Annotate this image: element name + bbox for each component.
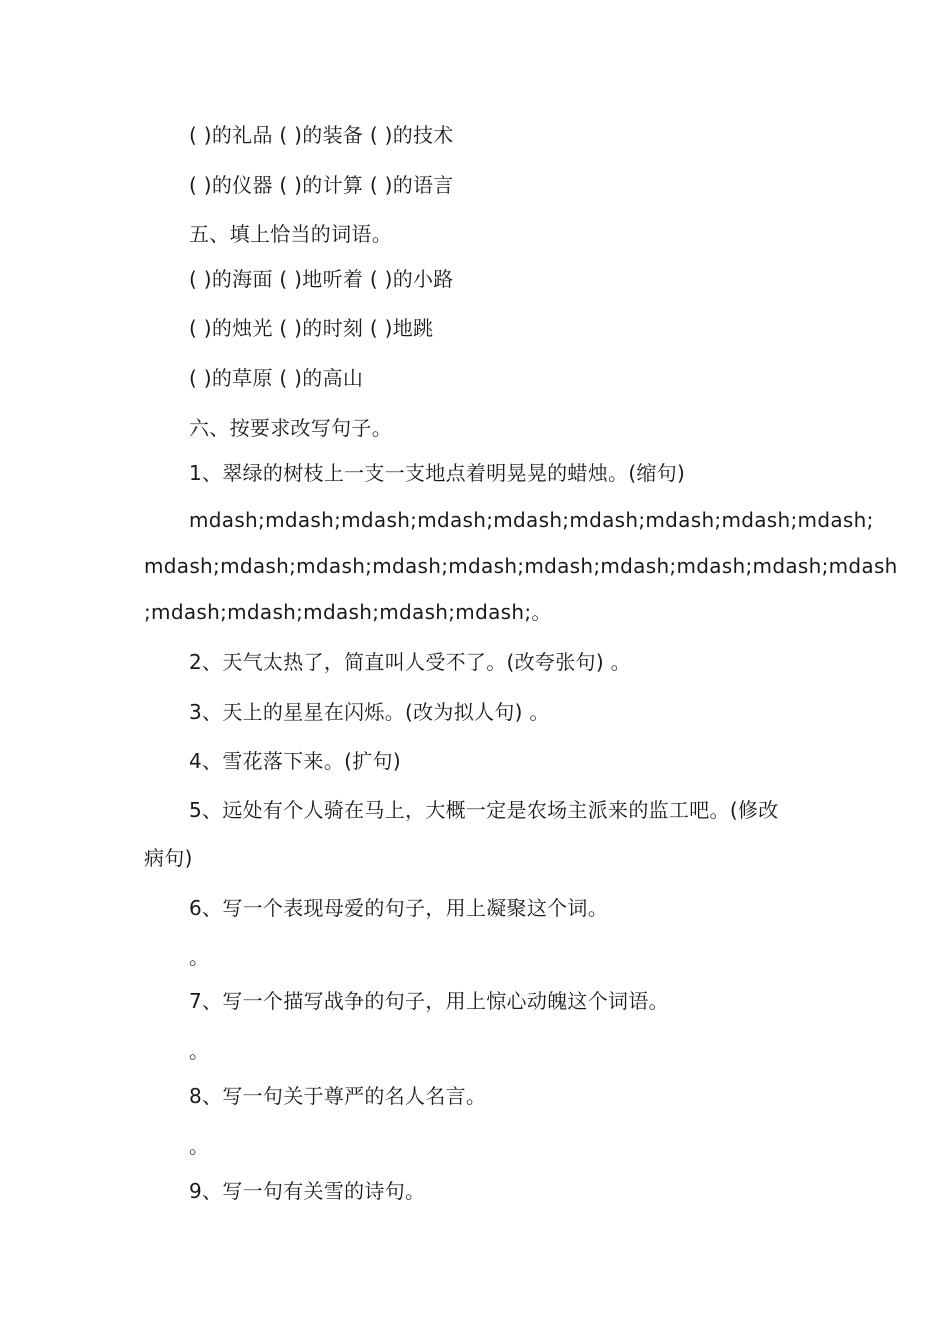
answer-line-3: ;mdash;mdash;mdash;mdash;mdash;。 xyxy=(144,600,552,624)
question-8: 8、写一句关于尊严的名人名言。 xyxy=(189,1084,487,1108)
answer-blank-6: 。 xyxy=(189,945,210,969)
answer-blank-8: 。 xyxy=(189,1134,210,1158)
answer-line-1: mdash;mdash;mdash;mdash;mdash;mdash;mdash;mdash;mdash; xyxy=(189,508,874,532)
blank-fill-line-1: ( )的礼品 ( )的装备 ( )的技术 xyxy=(189,123,454,147)
section-heading-6: 六、按要求改写句子。 xyxy=(189,416,392,440)
blank-fill-line-3: ( )的海面 ( )地听着 ( )的小路 xyxy=(189,267,454,291)
answer-blank-7: 。 xyxy=(189,1039,210,1063)
blank-fill-line-5: ( )的草原 ( )的高山 xyxy=(189,366,364,390)
question-3: 3、天上的星星在闪烁。(改为拟人句) 。 xyxy=(189,700,550,724)
blank-fill-line-2: ( )的仪器 ( )的计算 ( )的语言 xyxy=(189,173,454,197)
blank-fill-line-4: ( )的烛光 ( )的时刻 ( )地跳 xyxy=(189,316,434,340)
question-5: 5、远处有个人骑在马上，大概一定是农场主派来的监工吧。(修改 xyxy=(189,798,779,822)
question-2: 2、天气太热了，简直叫人受不了。(改夸张句) 。 xyxy=(189,650,631,674)
question-6: 6、写一个表现母爱的句子，用上凝聚这个词。 xyxy=(189,896,609,920)
question-9: 9、写一句有关雪的诗句。 xyxy=(189,1179,426,1203)
answer-line-2: mdash;mdash;mdash;mdash;mdash;mdash;mdash;mdash;mdash;mdash xyxy=(144,554,898,578)
question-7: 7、写一个描写战争的句子，用上惊心动魄这个词语。 xyxy=(189,989,669,1013)
question-1: 1、翠绿的树枝上一支一支地点着明晃晃的蜡烛。(缩句) xyxy=(189,461,686,485)
question-4: 4、雪花落下来。(扩句) xyxy=(189,749,401,773)
section-heading-5: 五、填上恰当的词语。 xyxy=(189,222,392,246)
question-5-continued: 病句) xyxy=(144,846,193,870)
